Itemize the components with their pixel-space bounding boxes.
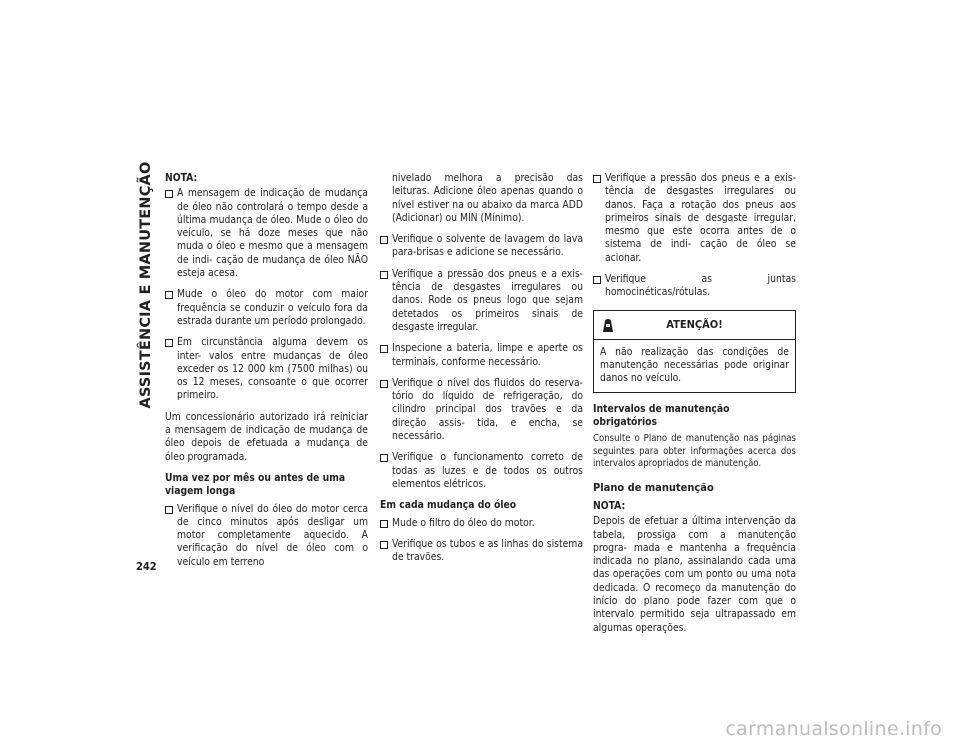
list-item [380,377,583,443]
list-item [380,233,583,260]
list-item [165,288,368,328]
checkbox-bullet-icon [165,190,173,198]
subheading: Em cada mudança do óleo [380,499,517,512]
list-item-text: Verifique o solvente de lavagem do lava para-brisas e adicione se necessário. [392,233,583,259]
list-item-text: Mude o filtro do óleo do motor. [392,516,535,529]
note-label: NOTA: [165,172,198,184]
list-item [593,172,796,265]
checkbox-bullet-icon [380,236,388,244]
subheading: Intervalos de manutenção obrigatórios [593,402,730,428]
list-item-text: Mude o óleo do motor com maior frequência se conduzir o veículo fora da estrada durante um período prolongado. [177,288,368,327]
list-item [380,342,583,369]
column-1 [165,172,368,577]
list-item [380,517,583,530]
checkbox-bullet-icon [380,520,388,528]
warning-title: ATENÇÃO! [666,317,723,331]
section-title: ASSISTÊNCIA E MANUTENÇÃO [138,161,154,409]
list-item [380,451,583,491]
list-item [165,503,368,569]
list-item-text: Inspecione a bateria, limpe e aperte os terminais, conforme necessário. [392,342,583,368]
list-item-text: Em circunstância alguma devem os inter- valos entre mudanças de óleo exceder os 12 000 km (7500 milhas) ou os 12 meses, consoante o que ocorrer primeiro. [177,336,368,402]
list-item-continuation [380,172,583,225]
list-item-text: Verifique o funcionamento correto de todas as luzes e de todos os outros elementos elétricos. [392,451,583,490]
checkbox-bullet-icon [165,339,173,347]
note-label: NOTA: [593,499,626,512]
checkbox-bullet-icon [593,175,601,183]
list-item [165,187,368,280]
section-heading: Plano de manutenção [593,480,714,494]
watermark: carmanualsonline.info [725,718,942,740]
list-item-text: nivelado melhora a precisão das leituras. Adicione óleo apenas quando o nível estiver na ou abaixo da marca ADD (Adicionar) ou MIN (Mínimo). [392,172,583,224]
checkbox-bullet-icon [380,271,388,279]
list-item [593,273,796,300]
paragraph: Consulte o Plano de manutenção nas páginas seguintes para obter informações acerca dos intervalos apropriados de manutenção. [593,433,796,470]
paragraph: Depois de efetuar a última intervenção da tabela, prossiga com a manutenção progra- mada e mantenha a frequência indicada no plano, assinalando cada uma das operações com um ponto ou uma nota dedicada. O recomeço da manutenção do início do plano pode fazer com que o intervalo permitido seja ultrapassado em algumas operações. [593,515,796,634]
column-2 [380,172,583,572]
checkbox-bullet-icon [593,276,601,284]
list-item [380,538,583,565]
list-item [165,336,368,402]
checkbox-bullet-icon [165,506,173,514]
paragraph: Um concessionário autorizado irá reiniciar a mensagem de indicação de mudança de óleo depois de efetuada a mudança de óleo programada. [165,410,368,463]
list-item-text: Verifique a pressão dos pneus e a exis- tência de desgastes irregulares ou danos. Rode os pneus logo que sejam detetados os primeiros sinais de desgaste irregular. [392,267,583,333]
warning-box [593,310,796,393]
list-item-text: Verifique o nível do óleo do motor cerca de cinco minutos após desligar um motor completamente aquecido. A verificação do nível de óleo com o veículo em terreno [177,502,368,568]
list-item [380,268,583,334]
column-3 [593,172,796,643]
checkbox-bullet-icon [380,345,388,353]
list-item-text: Verifique as juntas homocinéticas/rótulas. [605,273,796,299]
section-side-tab [136,161,156,409]
checkbox-bullet-icon [380,380,388,388]
list-item-text: Verifique a pressão dos pneus e a exis- tência de desgastes irregulares ou danos. Faça a rotação dos pneus aos primeiros sinais de desgaste irregular, mesmo que este ocorra antes de o sistema de indi- cação de óleo se acionar. [605,172,796,264]
checkbox-bullet-icon [380,541,388,549]
warning-text: A não realização das condições de manutenção necessárias pode originar danos no veículo. [600,345,789,385]
list-item-text: A mensagem de indicação de mudança de óleo não controlará o tempo desde a última mudança de óleo. Mude o óleo do veículo, se há doze meses que não muda o óleo e mesmo que a mensagem de indi- cação de mudança de óleo NÃO esteja acesa. [177,187,368,280]
list-item-text: Verifique o nível dos fluidos do reserva- tório do líquido de refrigeração, do cilindro principal dos travões e da direção assis- tida, e encha, se necessário. [392,376,583,443]
subheading: Uma vez por mês ou antes de uma viagem longa [165,471,346,498]
checkbox-bullet-icon [165,291,173,299]
checkbox-bullet-icon [380,454,388,462]
page-number: 242 [136,560,157,573]
list-item-text: Verifique os tubos e as linhas do sistema de travões. [392,537,583,564]
warning-header [594,311,795,340]
